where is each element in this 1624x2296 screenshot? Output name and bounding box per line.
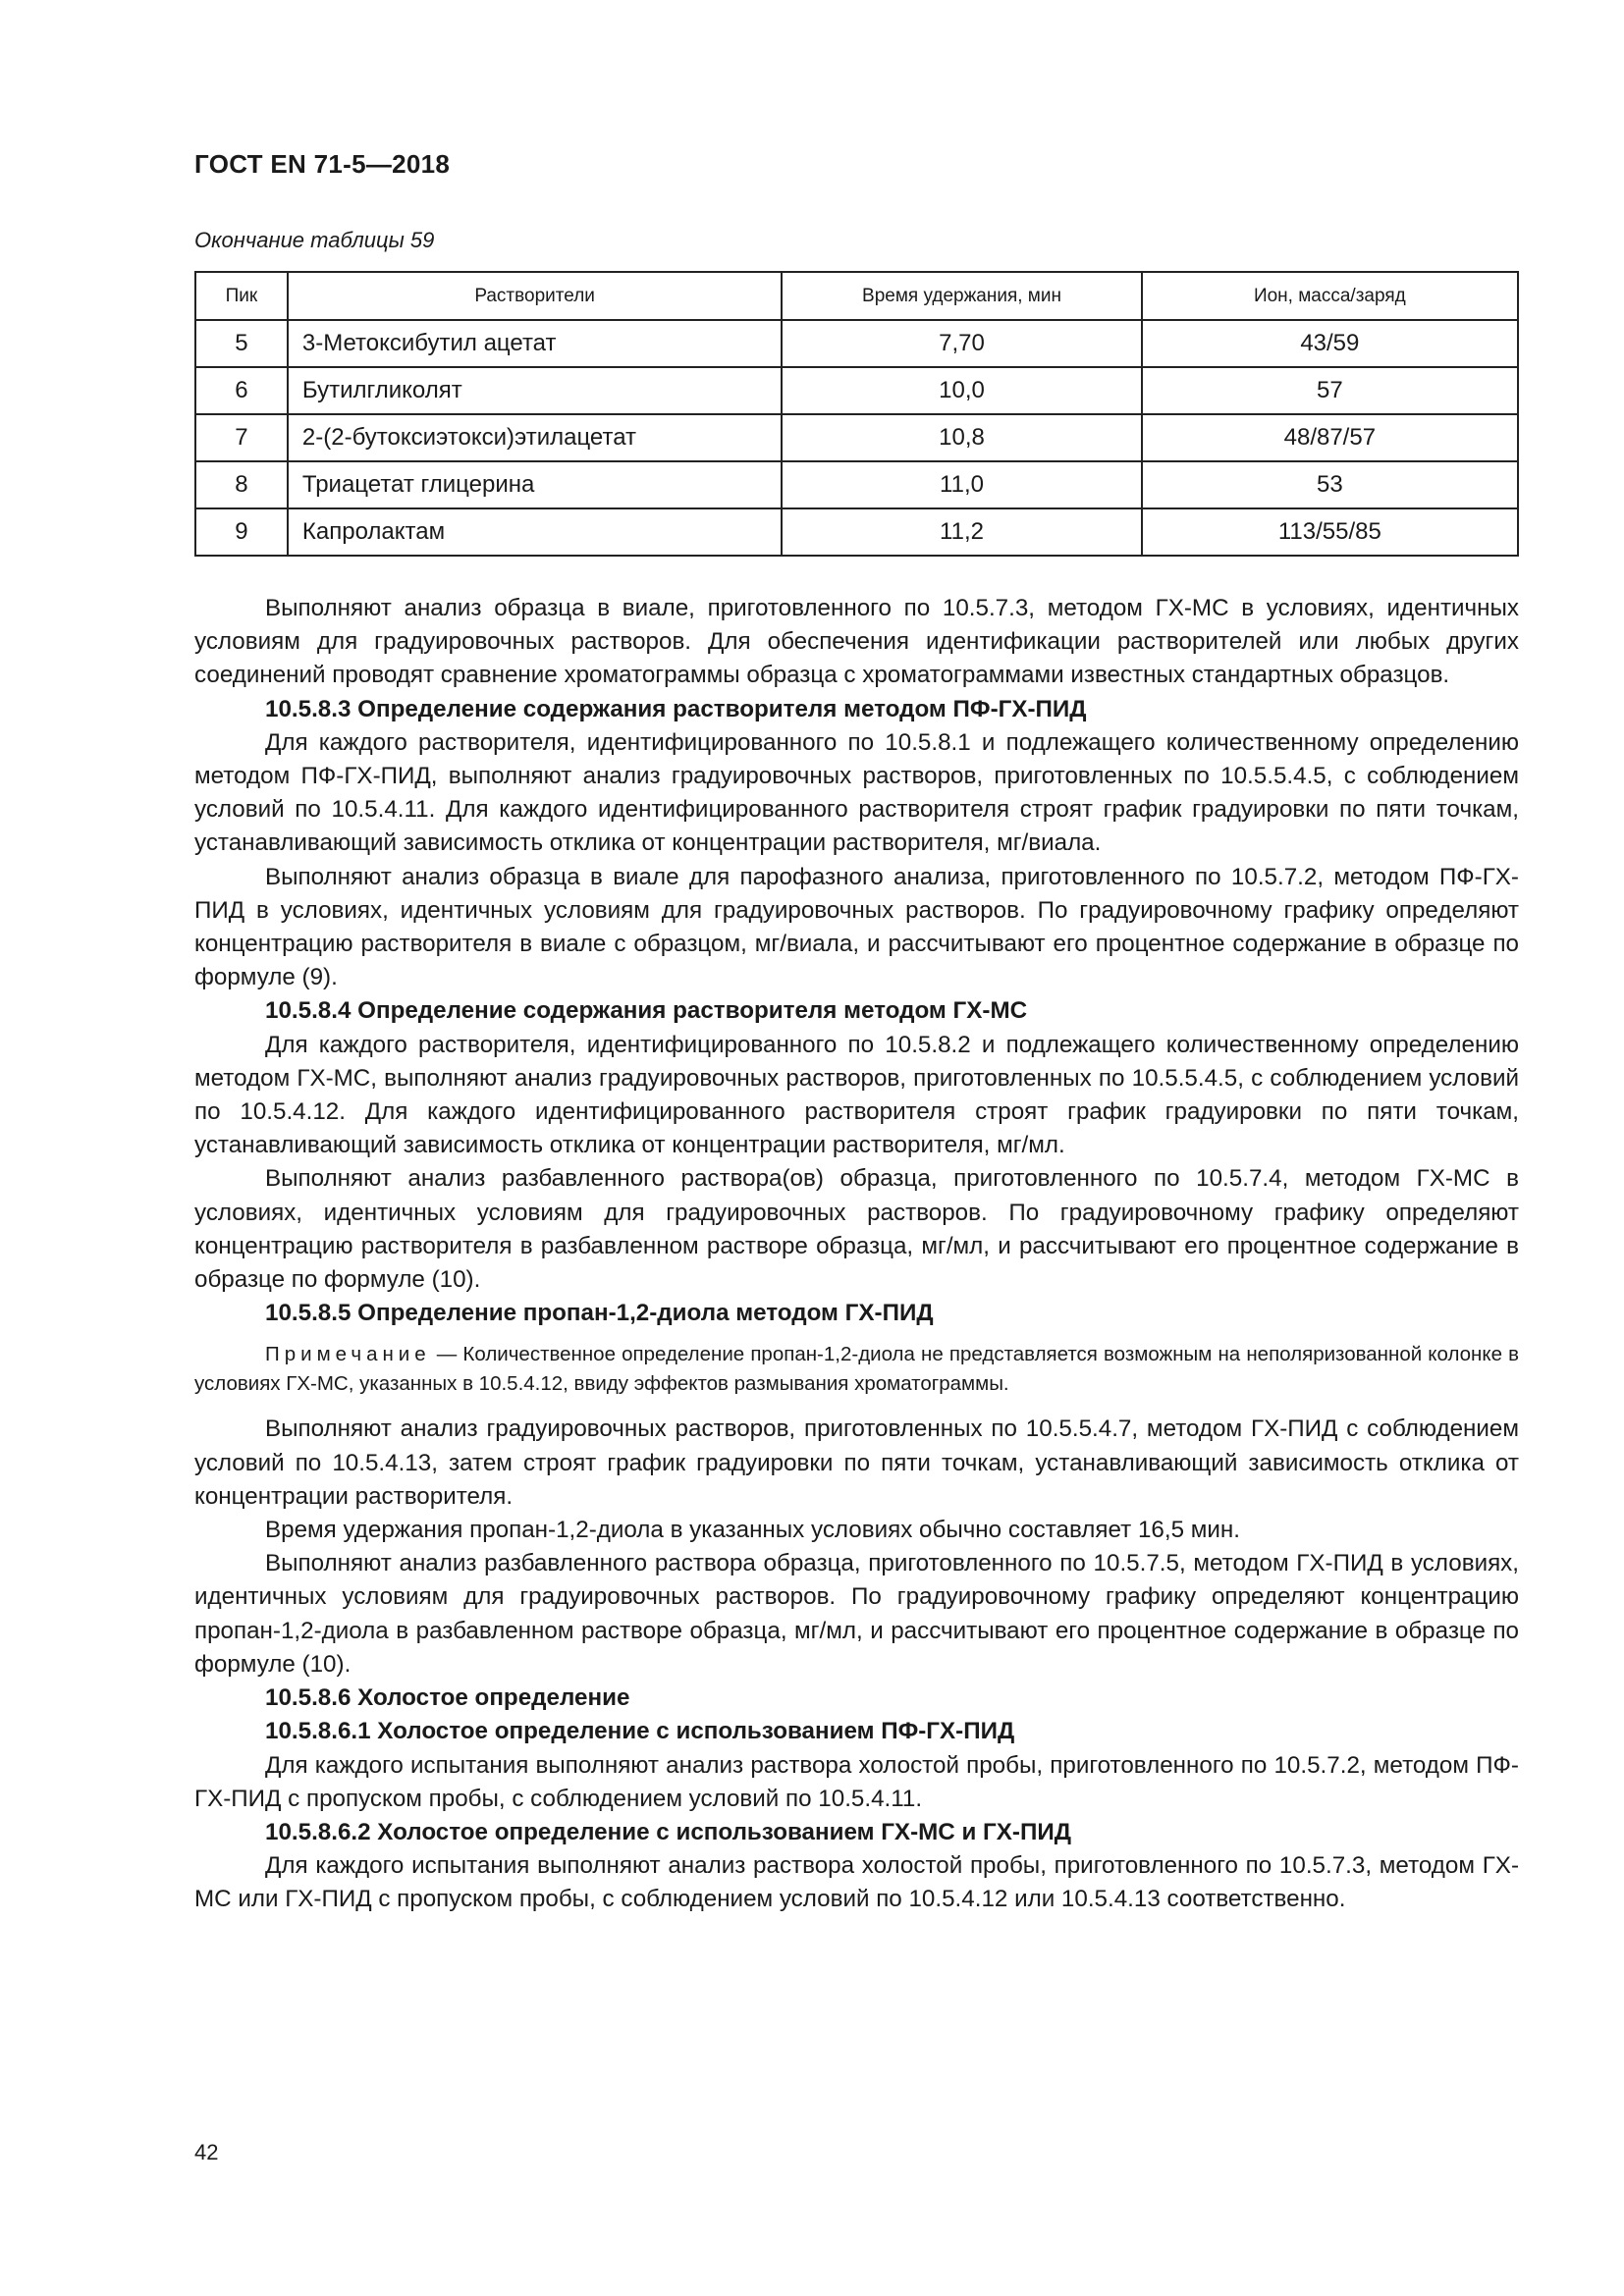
cell-ion: 113/55/85 <box>1142 508 1518 556</box>
cell-peak: 8 <box>195 461 288 508</box>
column-header-solvents: Растворители <box>288 272 782 320</box>
cell-solvent: Триацетат глицерина <box>288 461 782 508</box>
cell-ion: 43/59 <box>1142 320 1518 367</box>
section-heading-10-5-8-5: 10.5.8.5 Определение пропан-1,2-диола методом ГХ-ПИД <box>265 1300 934 1327</box>
section-heading-10-5-8-6-2: 10.5.8.6.2 Холостое определение с использованием ГХ-МС и ГХ-ПИД <box>265 1818 1071 1845</box>
cell-retention-time: 7,70 <box>782 320 1141 367</box>
table-row <box>195 367 1518 414</box>
cell-peak: 6 <box>195 367 288 414</box>
section-heading-10-5-8-3: 10.5.8.3 Определение содержания растворителя методом ПФ-ГХ-ПИД <box>265 695 1087 722</box>
column-header-peak: Пик <box>195 272 288 320</box>
paragraph: Для каждого растворителя, идентифицированного по 10.5.8.1 и подлежащего количественному определению методом ПФ-ГХ-ПИД, выполняют анализ градуировочных растворов, приготовленных по 10.5.5.4.5, с соблюдением условий по 10.5.4.11. Для каждого идентифицированного растворителя строят график градуировки по пяти точкам, устанавливающий зависимость отклика от концентрации растворителя, мг/виала. <box>194 728 1519 857</box>
document-body <box>194 592 1519 1917</box>
paragraph: Выполняют анализ градуировочных растворов, приготовленных по 10.5.5.4.7, методом ГХ-ПИД с соблюдением условий по 10.5.4.13, затем строят график градуировки по пяти точкам, устанавливающий зависимость отклика от концентрации растворителя. <box>194 1415 1519 1510</box>
column-header-ion-mass-charge: Ион, масса/заряд <box>1142 272 1518 320</box>
table-caption: Окончание таблицы 59 <box>194 228 435 252</box>
table-row <box>195 508 1518 556</box>
cell-solvent: Капролактам <box>288 508 782 556</box>
cell-ion: 57 <box>1142 367 1518 414</box>
table-row <box>195 461 1518 508</box>
table-row <box>195 414 1518 461</box>
note <box>194 1340 1519 1399</box>
document-header: ГОСТ EN 71-5—2018 <box>194 149 451 179</box>
cell-retention-time: 10,0 <box>782 367 1141 414</box>
cell-solvent: Бутилгликолят <box>288 367 782 414</box>
paragraph: Время удержания пропан-1,2-диола в указанных условиях обычно составляет 16,5 мин. <box>265 1517 1240 1544</box>
cell-retention-time: 11,0 <box>782 461 1141 508</box>
page-number: 42 <box>194 2140 219 2164</box>
table-header-row <box>195 272 1518 320</box>
cell-solvent: 3-Метоксибутил ацетат <box>288 320 782 367</box>
section-heading-10-5-8-6: 10.5.8.6 Холостое определение <box>265 1684 630 1712</box>
cell-ion: 53 <box>1142 461 1518 508</box>
paragraph: Выполняют анализ разбавленного раствора образца, приготовленного по 10.5.7.5, методом ГХ-ПИД в условиях, идентичных условиям для градуировочных растворов. По градуировочному графику определяют концентрацию пропан-1,2-диола в разбавленном растворе образца, мг/мл, и рассчитывают его процентное содержание в образце по формуле (10). <box>194 1550 1519 1678</box>
section-heading-10-5-8-4: 10.5.8.4 Определение содержания растворителя методом ГХ-МС <box>265 997 1028 1025</box>
paragraph: Выполняют анализ образца в виале для парофазного анализа, приготовленного по 10.5.7.2, методом ПФ-ГХ-ПИД в условиях, идентичных условиям для градуировочных растворов. По градуировочному графику определяют концентрацию растворителя в виале с образцом, мг/виала, и рассчитывают его процентное содержание в образце по формуле (9). <box>194 863 1519 991</box>
cell-solvent: 2-(2-бутоксиэтокси)этилацетат <box>288 414 782 461</box>
cell-ion: 48/87/57 <box>1142 414 1518 461</box>
column-header-retention-time: Время удержания, мин <box>782 272 1141 320</box>
paragraph: Для каждого растворителя, идентифицированного по 10.5.8.2 и подлежащего количественному определению методом ГХ-МС, выполняют анализ градуировочных растворов, приготовленных по 10.5.5.4.5, с соблюдением условий по 10.5.4.12. Для каждого идентифицированного растворителя строят график градуировки по пяти точкам, устанавливающий зависимость отклика от концентрации растворителя, мг/мл. <box>194 1031 1519 1159</box>
cell-retention-time: 10,8 <box>782 414 1141 461</box>
paragraph: Для каждого испытания выполняют анализ раствора холостой пробы, приготовленного по 10.5.7.3, методом ГХ-МС или ГХ-ПИД с пропуском пробы, с соблюдением условий по 10.5.4.12 или 10.5.4.13 соответственно. <box>194 1852 1519 1913</box>
note-text: — Количественное определение пропан-1,2-диола не представляется возможным на неполяризованной колонке в условиях ГХ-МС, указанных в 10.5.4.12, ввиду эффектов размывания хроматограммы. <box>194 1343 1519 1396</box>
cell-peak: 5 <box>195 320 288 367</box>
cell-peak: 9 <box>195 508 288 556</box>
cell-peak: 7 <box>195 414 288 461</box>
paragraph: Выполняют анализ разбавленного раствора(ов) образца, приготовленного по 10.5.7.4, методом ГХ-МС в условиях, идентичных условиям для градуировочных растворов. По градуировочному графику определяют концентрацию растворителя в разбавленном растворе образца, мг/мл, и рассчитывают его процентное содержание в образце по формуле (10). <box>194 1165 1519 1294</box>
table-row <box>195 320 1518 367</box>
section-heading-10-5-8-6-1: 10.5.8.6.1 Холостое определение с использованием ПФ-ГХ-ПИД <box>265 1718 1015 1745</box>
note-label: Примечание <box>265 1343 431 1366</box>
paragraph: Выполняют анализ образца в виале, приготовленного по 10.5.7.3, методом ГХ-МС в условиях, идентичных условиям для градуировочных растворов. Для обеспечения идентификации растворителей или любых других соединений проводят сравнение хроматограммы образца с хроматограммами известных стандартных образцов. <box>194 595 1519 689</box>
solvents-table <box>194 271 1519 557</box>
paragraph: Для каждого испытания выполняют анализ раствора холостой пробы, приготовленного по 10.5.7.2, методом ПФ-ГХ-ПИД с пропуском пробы, с соблюдением условий по 10.5.4.11. <box>194 1751 1519 1812</box>
cell-retention-time: 11,2 <box>782 508 1141 556</box>
